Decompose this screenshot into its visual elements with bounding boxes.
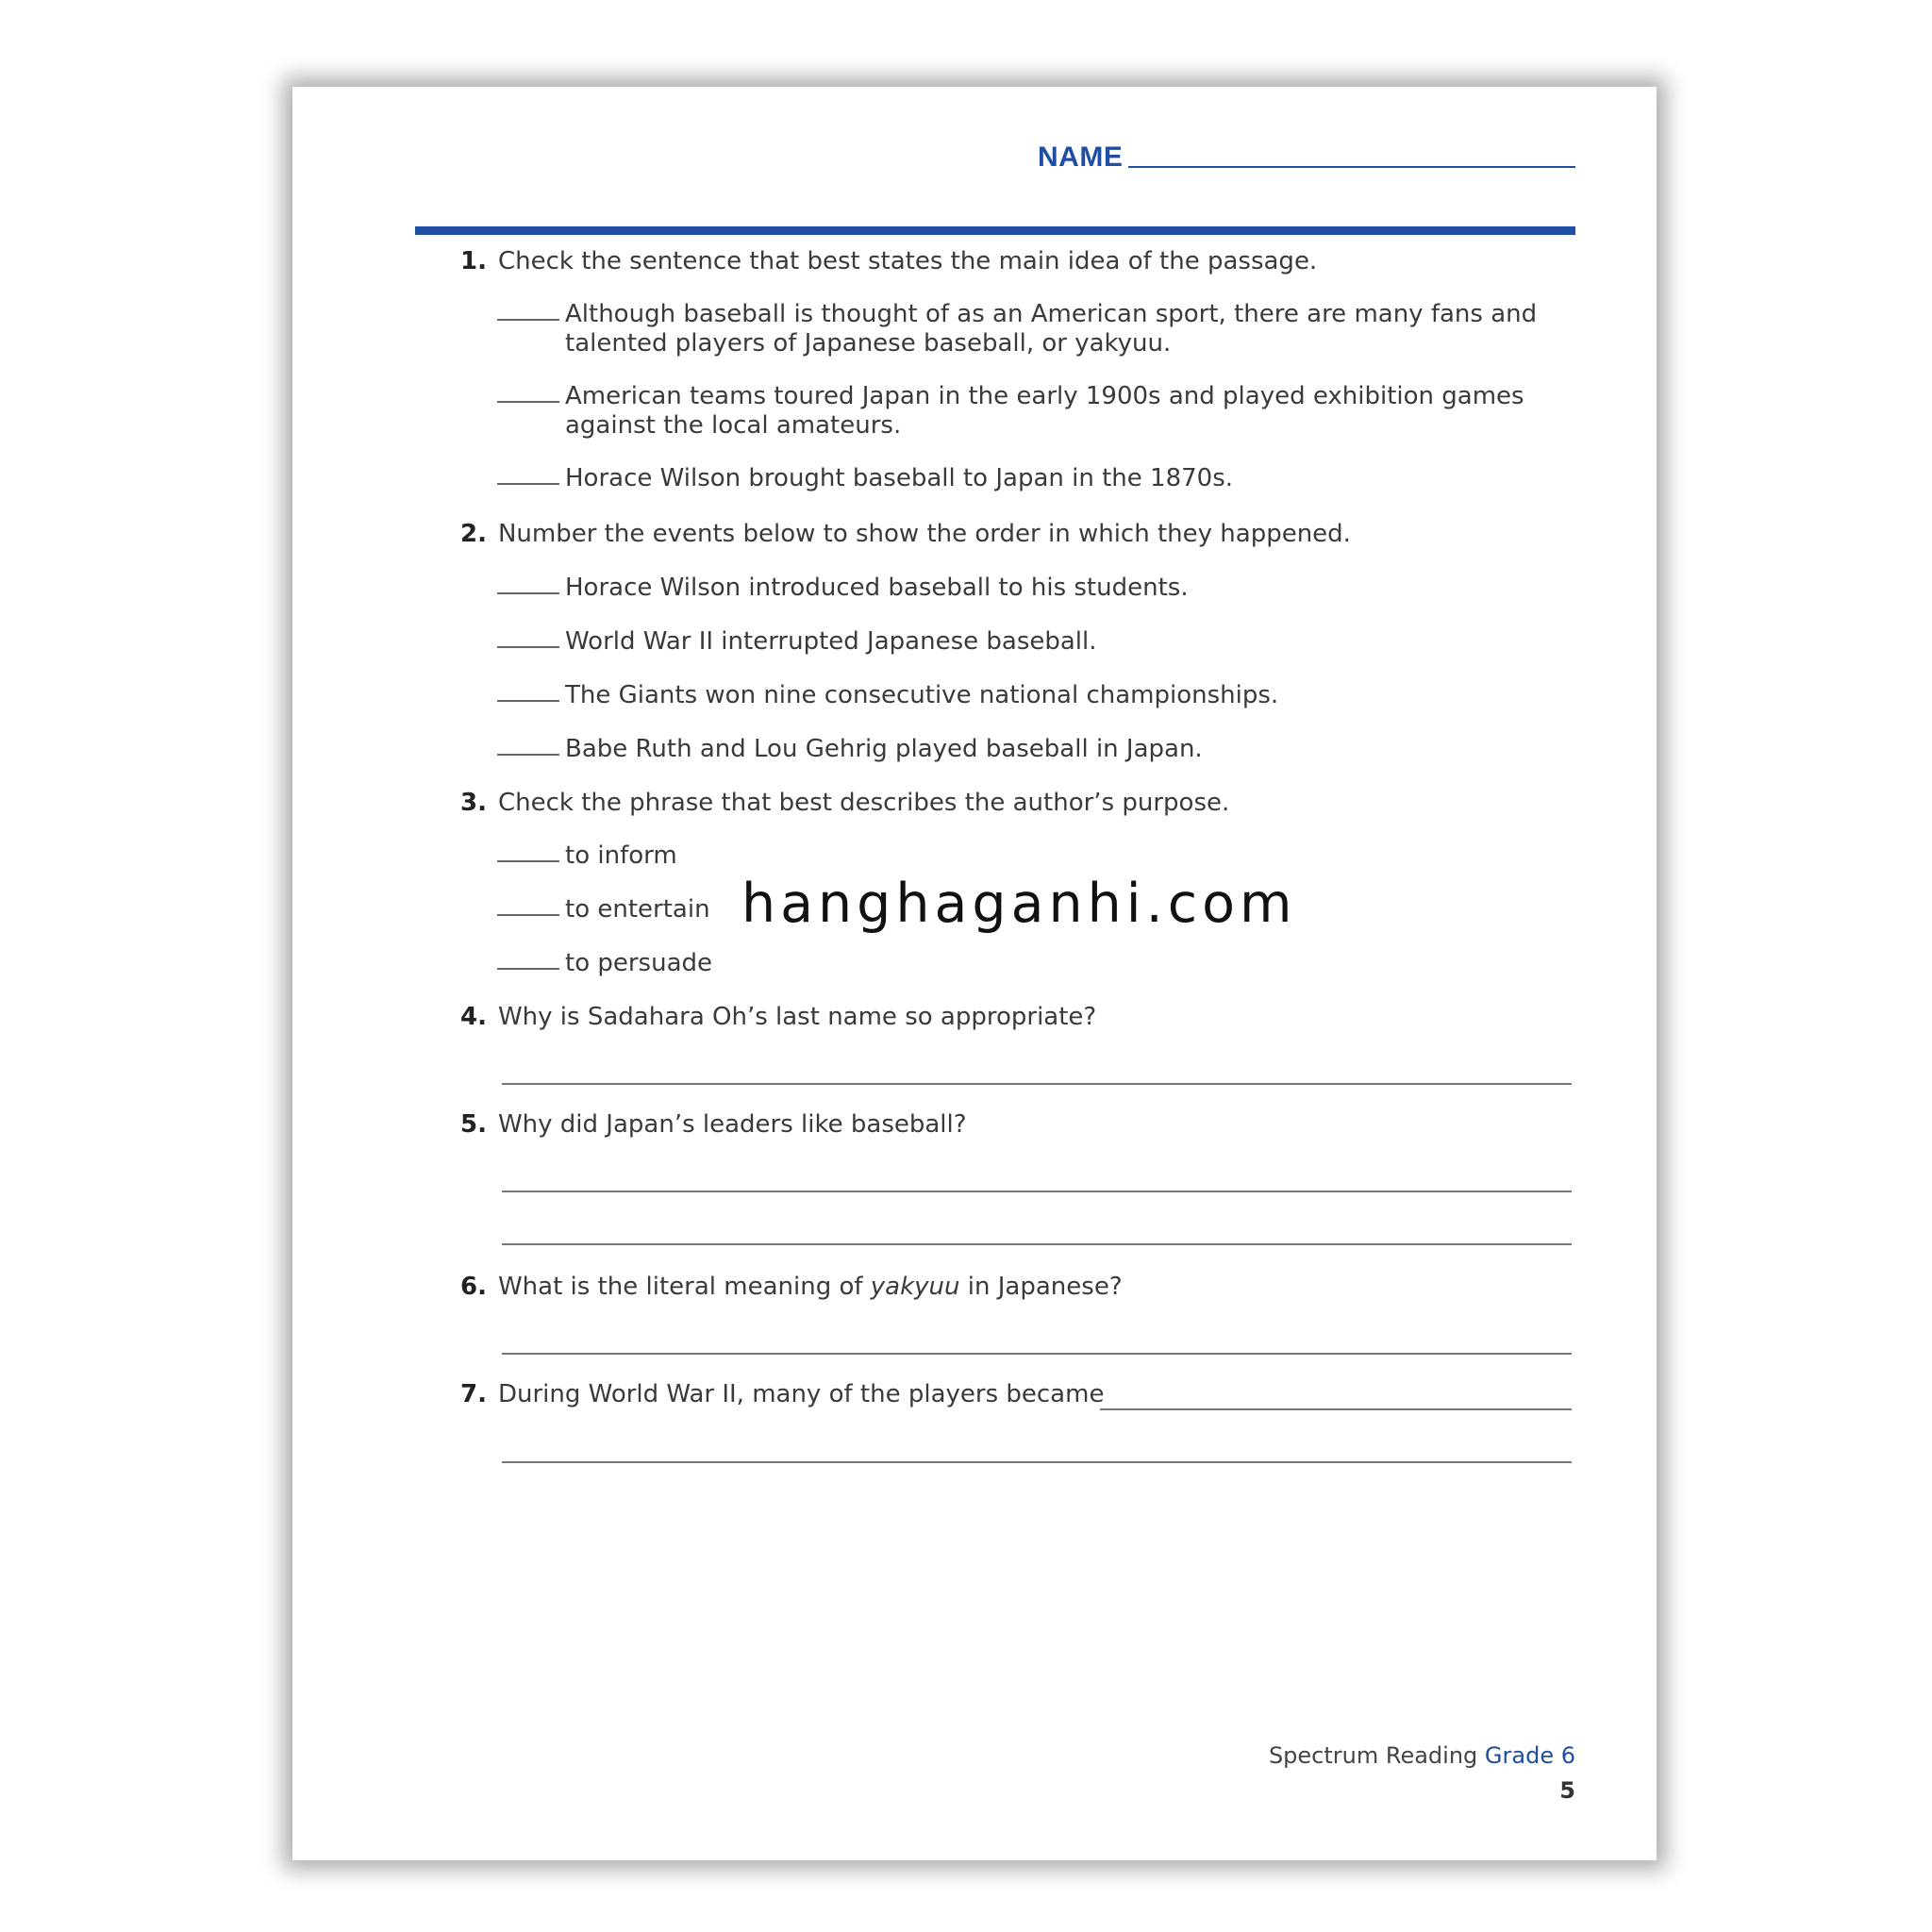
question-text: Why is Sadahara Oh’s last name so appropriate? [497, 1003, 1097, 1031]
name-label: NAME [1038, 142, 1124, 173]
option-text: American teams toured Japan in the early 1900s and played exhibition games against the local amateurs. [565, 382, 1524, 440]
q2-option-3 [497, 681, 1492, 710]
q1-option-1 [497, 300, 1538, 358]
question-2 [460, 520, 1351, 548]
grade-label: Grade 6 [1484, 1742, 1575, 1769]
question-1 [460, 247, 1317, 275]
header-divider [415, 226, 1575, 235]
option-text: to inform [565, 841, 677, 870]
q2-option-4 [497, 735, 1492, 764]
question-3 [460, 789, 1229, 817]
answer-line[interactable] [1100, 1408, 1572, 1410]
question-7 [460, 1380, 1104, 1408]
q3-option-1 [497, 841, 1492, 871]
option-text: World War II interrupted Japanese baseball. [565, 627, 1097, 656]
question-number: 4. [460, 1003, 487, 1031]
q2-option-1 [497, 574, 1492, 603]
question-text: During World War II, many of the players became [497, 1380, 1105, 1408]
question-text: Check the sentence that best states the main idea of the passage. [497, 247, 1318, 275]
q2-option-2 [497, 627, 1492, 657]
answer-line[interactable] [502, 1461, 1572, 1463]
question-5 [460, 1110, 967, 1139]
question-6 [460, 1273, 1123, 1301]
question-text: Number the events below to show the order in which they happened. [497, 520, 1351, 548]
footer-book-title [1269, 1742, 1575, 1769]
q1-option-3 [497, 464, 1492, 493]
answer-blank[interactable] [497, 754, 559, 756]
question-text-end: in Japanese? [959, 1273, 1123, 1301]
question-number: 5. [460, 1110, 487, 1139]
question-text: Check the phrase that best describes the author’s purpose. [497, 789, 1230, 817]
answer-line[interactable] [502, 1083, 1572, 1085]
q3-option-3 [497, 949, 1492, 978]
answer-blank[interactable] [497, 860, 559, 862]
answer-blank[interactable] [497, 483, 559, 485]
question-text: Why did Japan’s leaders like baseball? [497, 1110, 967, 1139]
option-text: Horace Wilson brought baseball to Japan in the 1870s. [565, 464, 1234, 492]
q1-option-2 [497, 382, 1524, 441]
question-4 [460, 1003, 1096, 1031]
answer-blank[interactable] [497, 592, 559, 594]
option-text: Horace Wilson introduced baseball to his students. [565, 574, 1189, 602]
question-number: 6. [460, 1273, 487, 1301]
question-number: 1. [460, 247, 487, 275]
answer-blank[interactable] [497, 401, 559, 403]
answer-line[interactable] [502, 1353, 1572, 1355]
option-text: to entertain [565, 895, 710, 924]
question-number: 7. [460, 1380, 487, 1408]
answer-blank[interactable] [497, 646, 559, 648]
option-text: The Giants won nine consecutive national championships. [565, 681, 1279, 709]
answer-line[interactable] [502, 1191, 1572, 1192]
name-field-line[interactable] [1128, 166, 1575, 168]
answer-blank[interactable] [497, 968, 559, 970]
option-text: to persuade [565, 949, 713, 977]
option-text: Babe Ruth and Lou Gehrig played baseball in Japan. [565, 735, 1203, 763]
question-number: 3. [460, 789, 487, 817]
option-text: Although baseball is thought of as an American sport, there are many fans and talented players of Japanese baseball, or yakyuu. [565, 300, 1538, 358]
page-number: 5 [1559, 1777, 1575, 1804]
answer-blank[interactable] [497, 700, 559, 702]
answer-blank[interactable] [497, 319, 559, 321]
answer-line[interactable] [502, 1243, 1572, 1245]
question-number: 2. [460, 520, 487, 548]
watermark: hanghaganhi.com [741, 873, 1297, 935]
book-name: Spectrum Reading [1268, 1742, 1485, 1769]
answer-blank[interactable] [497, 914, 559, 916]
question-text-start: What is the literal meaning of [497, 1273, 871, 1301]
italic-term: yakyuu [870, 1273, 960, 1301]
